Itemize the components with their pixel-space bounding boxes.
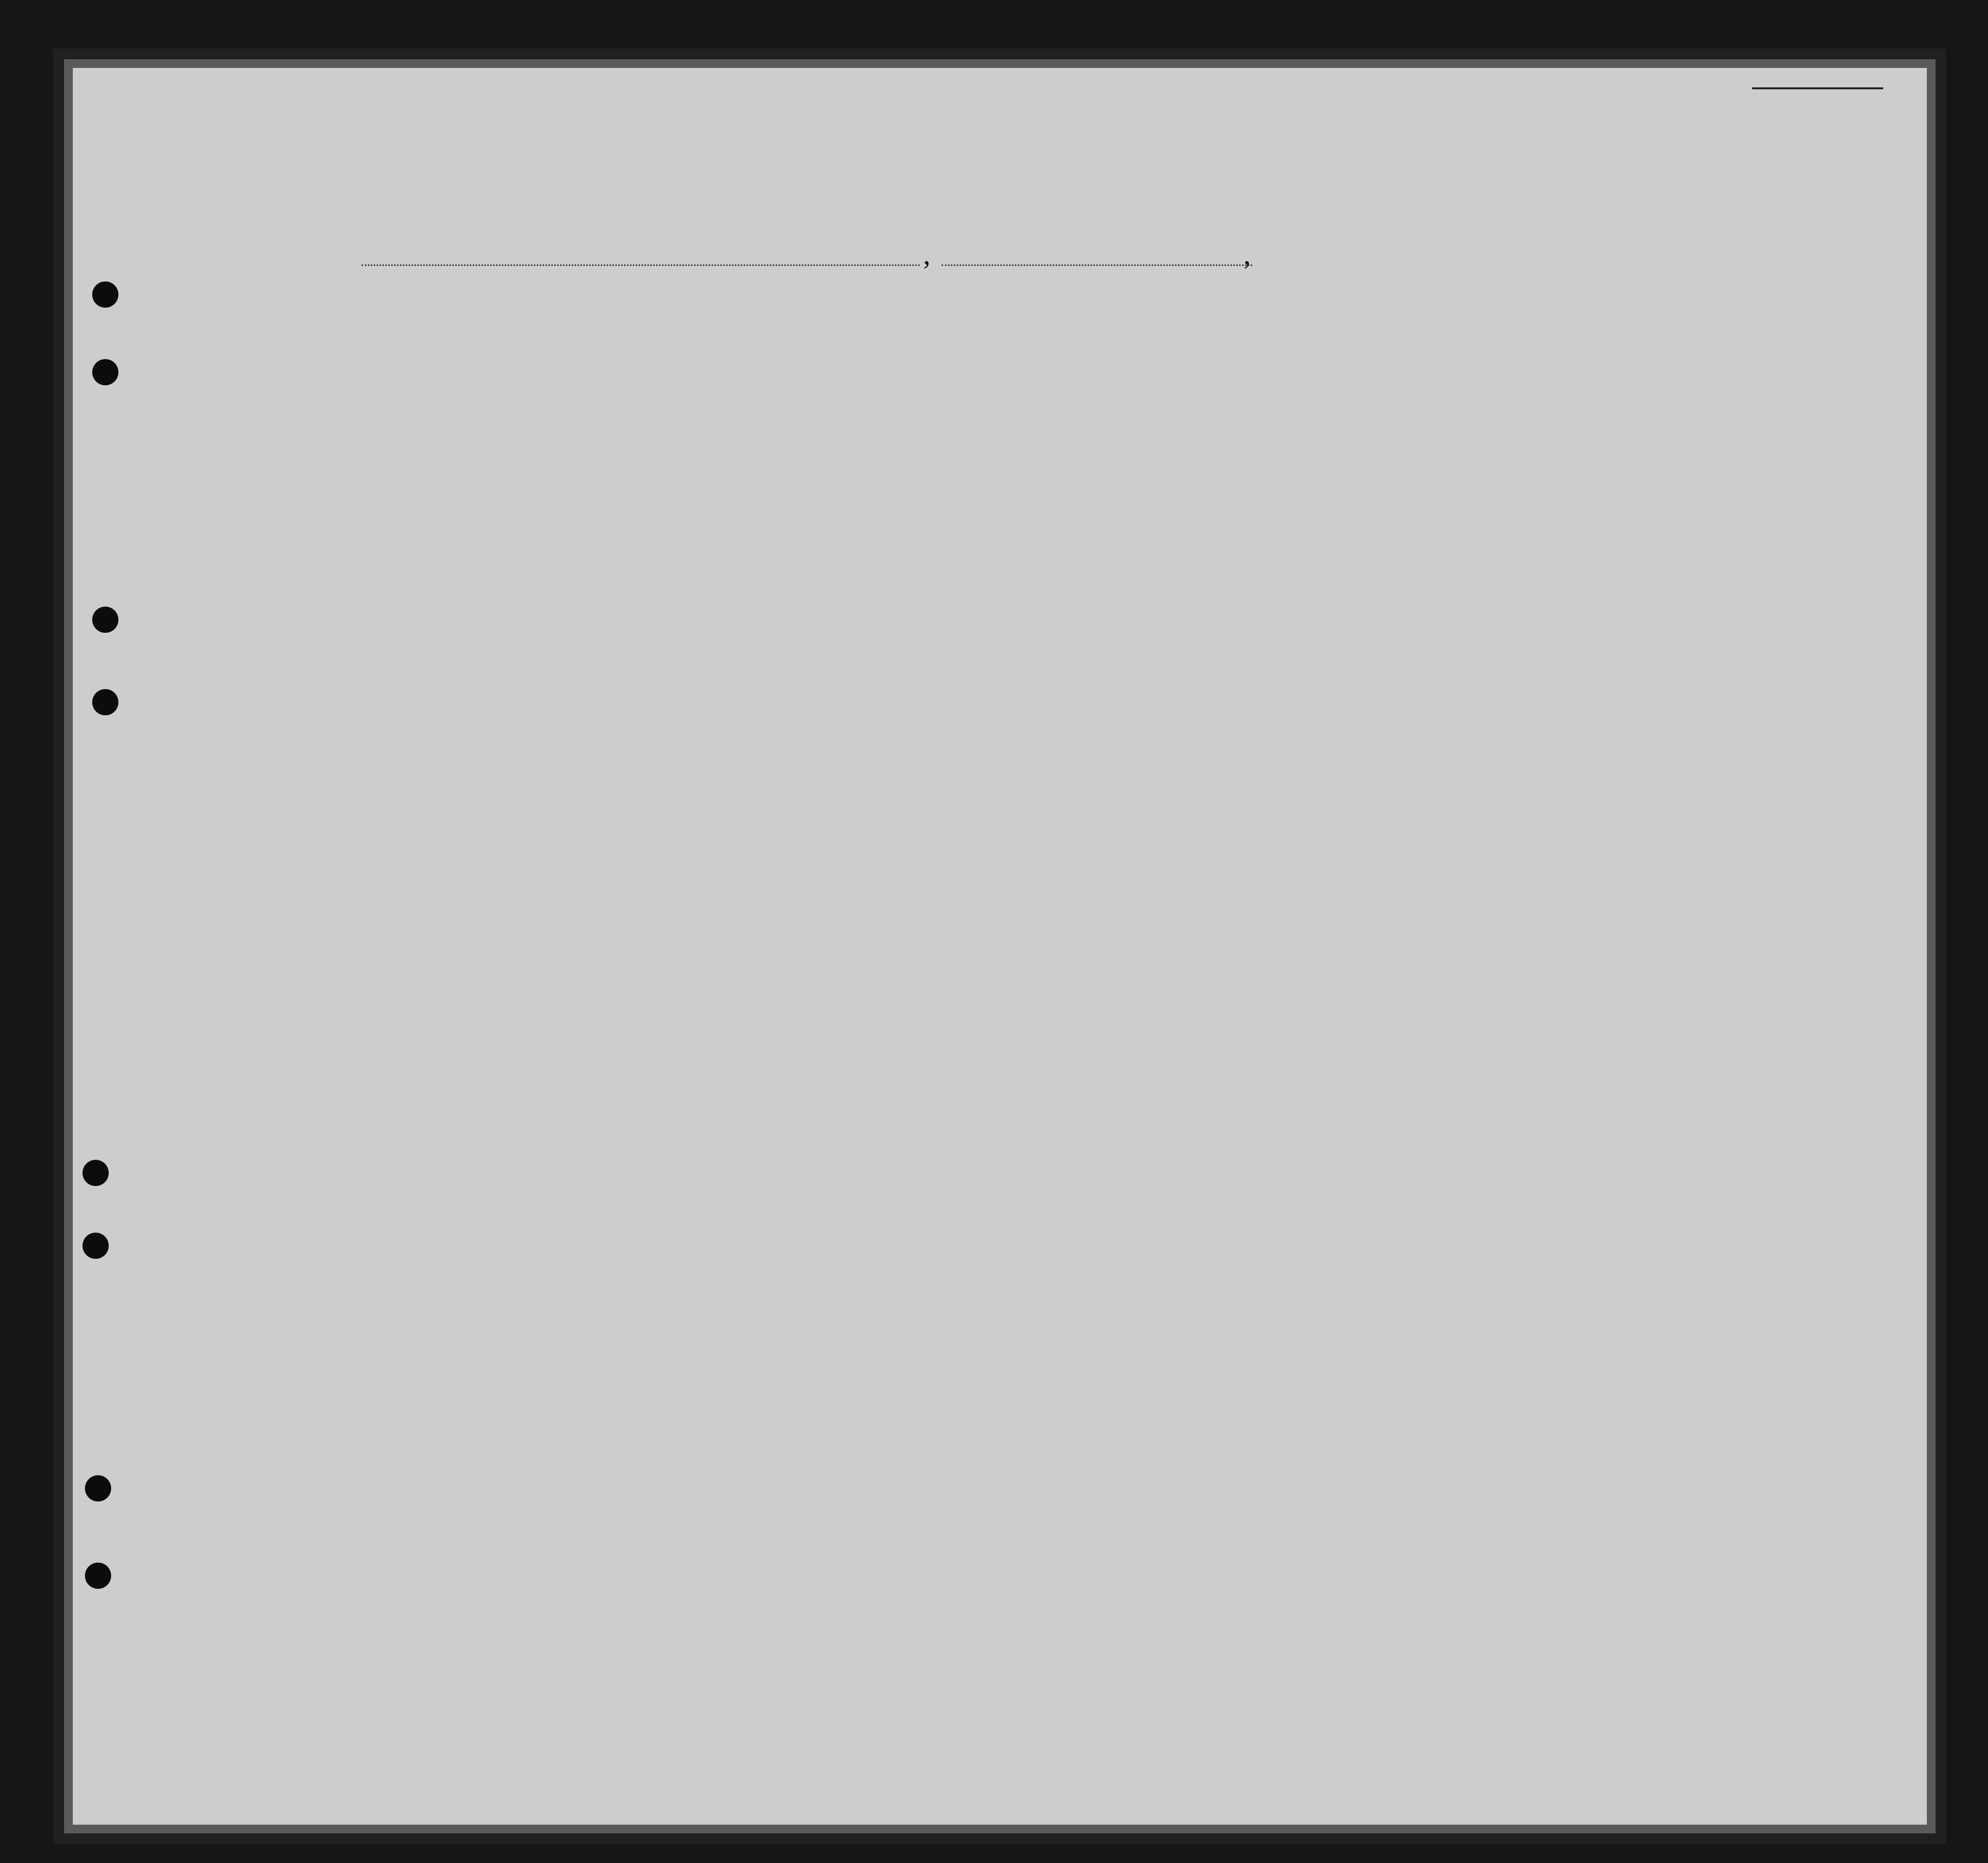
comma: , (923, 238, 930, 270)
comma: , (1243, 238, 1251, 270)
table-grid (73, 68, 1927, 1825)
manifest-sheet (73, 68, 1927, 1825)
